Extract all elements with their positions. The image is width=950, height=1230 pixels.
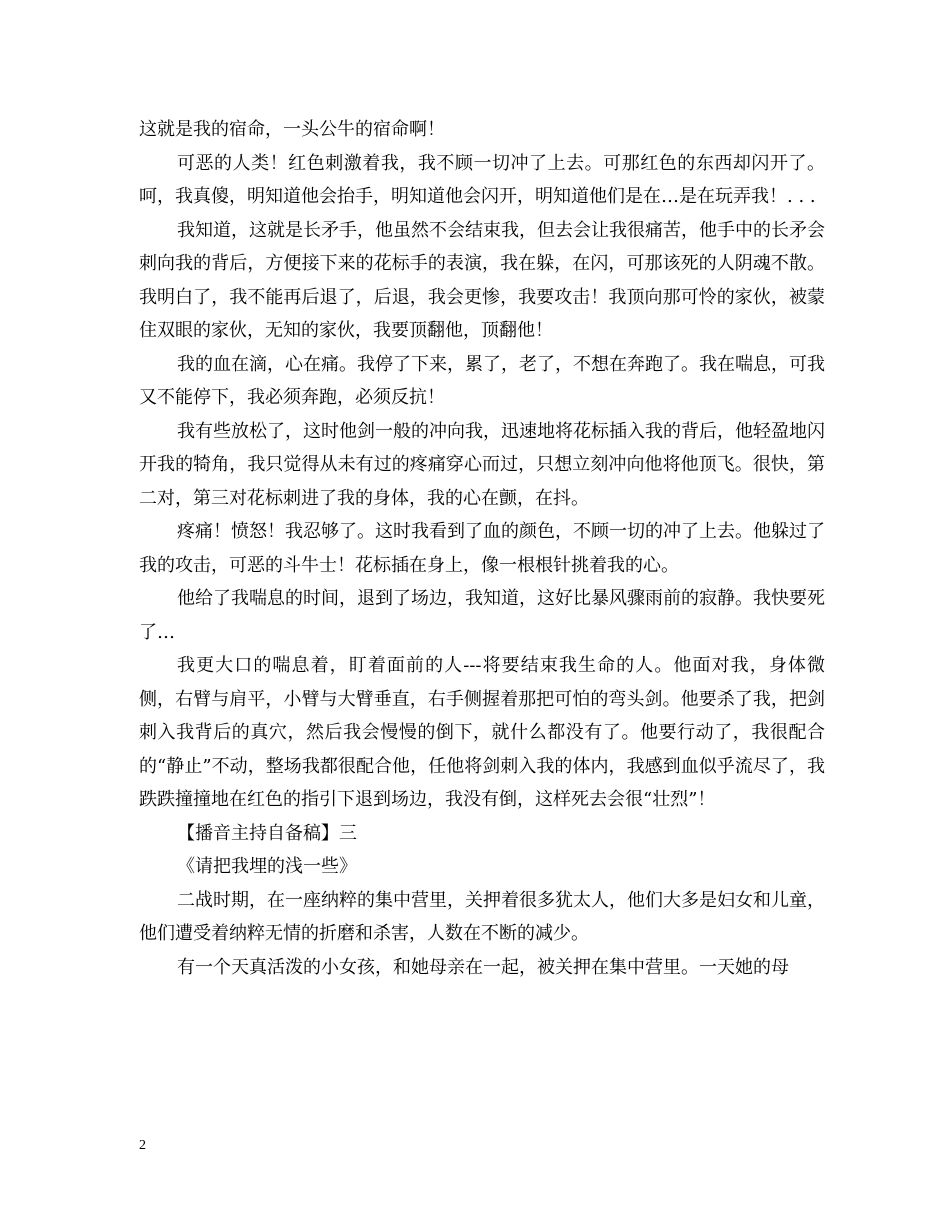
paragraph: 我的血在滴，心在痛。我停了下来，累了，老了，不想在奔跑了。我在喘息，可我又不能停下，我必须奔跑，必须反抗！ <box>139 353 825 408</box>
body-text <box>139 113 825 984</box>
section-heading: 【播音主持自备稿】三 <box>177 822 357 844</box>
paragraph: 我有些放松了，这时他剑一般的冲向我，迅速地将花标插入我的背后，他轻盈地闪开我的犄角，我只觉得从未有过的疼痛穿心而过，只想立刻冲向他将他顶飞。很快，第二对，第三对花标刺进了我的身体，我的心在颤，在抖。 <box>139 420 825 509</box>
article-title: 《请把我埋的浅一些》 <box>177 856 357 877</box>
paragraph: 二战时期，在一座纳粹的集中营里，关押着很多犹太人，他们大多是妇女和儿童，他们遭受着纳粹无情的折磨和杀害，人数在不断的减少。 <box>139 889 825 944</box>
paragraph: 他给了我喘息的时间，退到了场边，我知道，这好比暴风骤雨前的寂静。我快要死了… <box>139 588 825 643</box>
paragraph: 我知道，这就是长矛手，他虽然不会结束我，但去会让我很痛苦，他手中的长矛会刺向我的背后，方便接下来的花标手的表演，我在躲，在闪，可那该死的人阴魂不散。我明白了，我不能再后退了，后退，我会更惨，我要攻击！我顶向那可怜的家伙，被蒙住双眼的家伙，无知的家伙，我要顶翻他，顶翻他！ <box>139 219 825 341</box>
paragraph: 有一个天真活泼的小女孩，和她母亲在一起，被关押在集中营里。一天她的母 <box>177 956 789 978</box>
paragraph: 疼痛！愤怒！我忍够了。这时我看到了血的颜色，不顾一切的冲了上去。他躲过了我的攻击，可恶的斗牛士！花标插在身上，像一根根针挑着我的心。 <box>139 521 825 576</box>
paragraph: 可恶的人类！红色刺激着我，我不顾一切冲了上去。可那红色的东西却闪开了。呵，我真傻，明知道他会抬手，明知道他会闪开，明知道他们是在…是在玩弄我！. . . <box>139 152 825 207</box>
paragraph: 这就是我的宿命，一头公牛的宿命啊！ <box>139 119 445 140</box>
paragraph: 我更大口的喘息着，盯着面前的人---将要结束我生命的人。他面对我，身体微侧，右臂与肩平，小臂与大臂垂直，右手侧握着那把可怕的弯头剑。他要杀了我，把剑刺入我背后的真穴，然后我会慢慢的倒下，就什么都没有了。他要行动了，我很配合的“静止”不动，整场我都很配合他，任他将剑刺入我的体内，我感到血似乎流尽了，我跌跌撞撞地在红色的指引下退到场边，我没有倒，这样死去会很“壮烈”！ <box>139 655 825 810</box>
page-number: 2 <box>139 1138 146 1153</box>
